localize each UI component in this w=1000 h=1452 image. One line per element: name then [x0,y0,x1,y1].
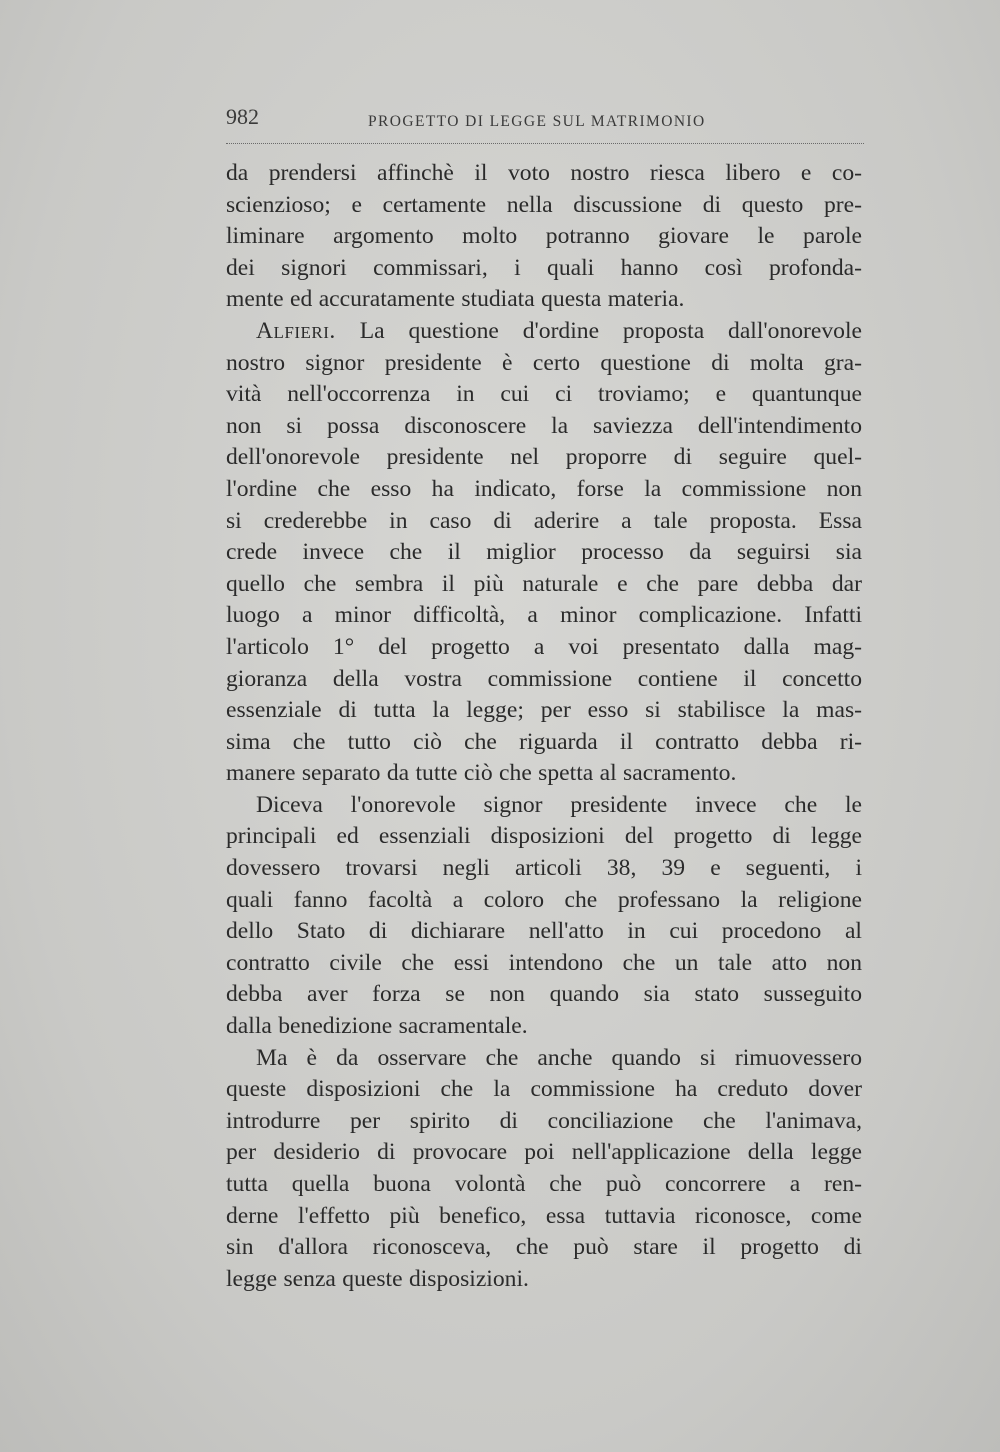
body-text [226,158,862,1295]
text-line: vità nell'occorrenza in cui ci troviamo; e quantunque [226,381,862,408]
text-line: derne l'effetto più benefico, essa tuttavia riconosce, come [226,1202,862,1229]
text-line: manere separato da tutte ciò che spetta al sacramento. [226,760,737,787]
text-line: tutta quella buona volontà che può concorrere a ren- [226,1171,862,1197]
speaker-name: Alfieri. [256,317,336,344]
text-line: legge senza queste disposizioni. [226,1265,529,1292]
text-line: quali fanno facoltà a coloro che professano la religione [226,886,862,913]
text-line: quello che sembra il più naturale e che pare debba dar [226,570,862,597]
text-line: l'ordine che esso ha indicato, forse la commissione non [226,475,862,502]
text-line: principali ed essenziali disposizioni del progetto di legge [226,823,862,850]
paragraph [226,158,862,316]
text-line: liminare argomento molto potranno giovare le parole [226,223,862,250]
text-line: Ma è da osservare che anche quando si rimuovessero [256,1044,862,1071]
text-line: nostro signor presidente è certo questione di molta gra- [226,349,862,376]
text-line: dello Stato di dichiarare nell'atto in cui procedono al [226,918,862,945]
text-line: essenziale di tutta la legge; per esso si stabilisce la mas- [226,697,862,724]
text-line: debba aver forza se non quando sia stato susseguito [226,981,862,1008]
text-line: sima che tutto ciò che riguarda il contratto debba ri- [226,728,862,755]
text-line: scienzioso; e certamente nella discussione di questo pre- [226,191,862,218]
text-line: La questione d'ordine proposta dall'onorevole [359,317,863,344]
paragraph [226,1043,862,1296]
text-line: dalla benedizione sacramentale. [226,1013,528,1040]
text-line: da prendersi affinchè il voto nostro riesca libero e co- [226,160,862,186]
text-line: mente ed accuratamente studiata questa materia. [226,286,685,313]
paragraph [226,316,862,790]
page-number: 982 [226,104,259,129]
page-header [226,104,864,140]
text-line: luogo a minor difficoltà, a minor complicazione. Infatti [226,602,862,629]
text-line: sin d'allora riconosceva, che può stare il progetto di [226,1234,862,1261]
text-line: dell'onorevole presidente nel proporre di seguire quel- [226,444,862,471]
text-line: Diceva l'onorevole signor presidente invece che le [256,791,862,818]
text-line: crede invece che il miglior processo da seguirsi sia [226,539,862,566]
running-head: PROGETTO DI LEGGE SUL MATRIMONIO [368,113,706,130]
text-line: si crederebbe in caso di aderire a tale proposta. Essa [226,507,862,534]
text-line: introdurre per spirito di conciliazione che l'animava, [226,1107,862,1134]
text-line: per desiderio di provocare poi nell'applicazione della legge [226,1139,862,1166]
text-line: contratto civile che essi intendono che un tale atto non [226,949,862,976]
paragraph [226,790,862,1043]
text-line-with-speaker [226,316,862,348]
text-line: queste disposizioni che la commissione ha creduto dover [226,1076,862,1103]
text-line: dovessero trovarsi negli articoli 38, 39 e seguenti, i [226,855,862,882]
header-rule [226,143,864,144]
text-line: non si possa disconoscere la saviezza dell'intendimento [226,412,862,439]
text-line: l'articolo 1° del progetto a voi presentato dalla mag- [226,633,862,660]
text-line: gioranza della vostra commissione contiene il concetto [226,665,862,692]
text-line: dei signori commissari, i quali hanno così profonda- [226,254,862,281]
